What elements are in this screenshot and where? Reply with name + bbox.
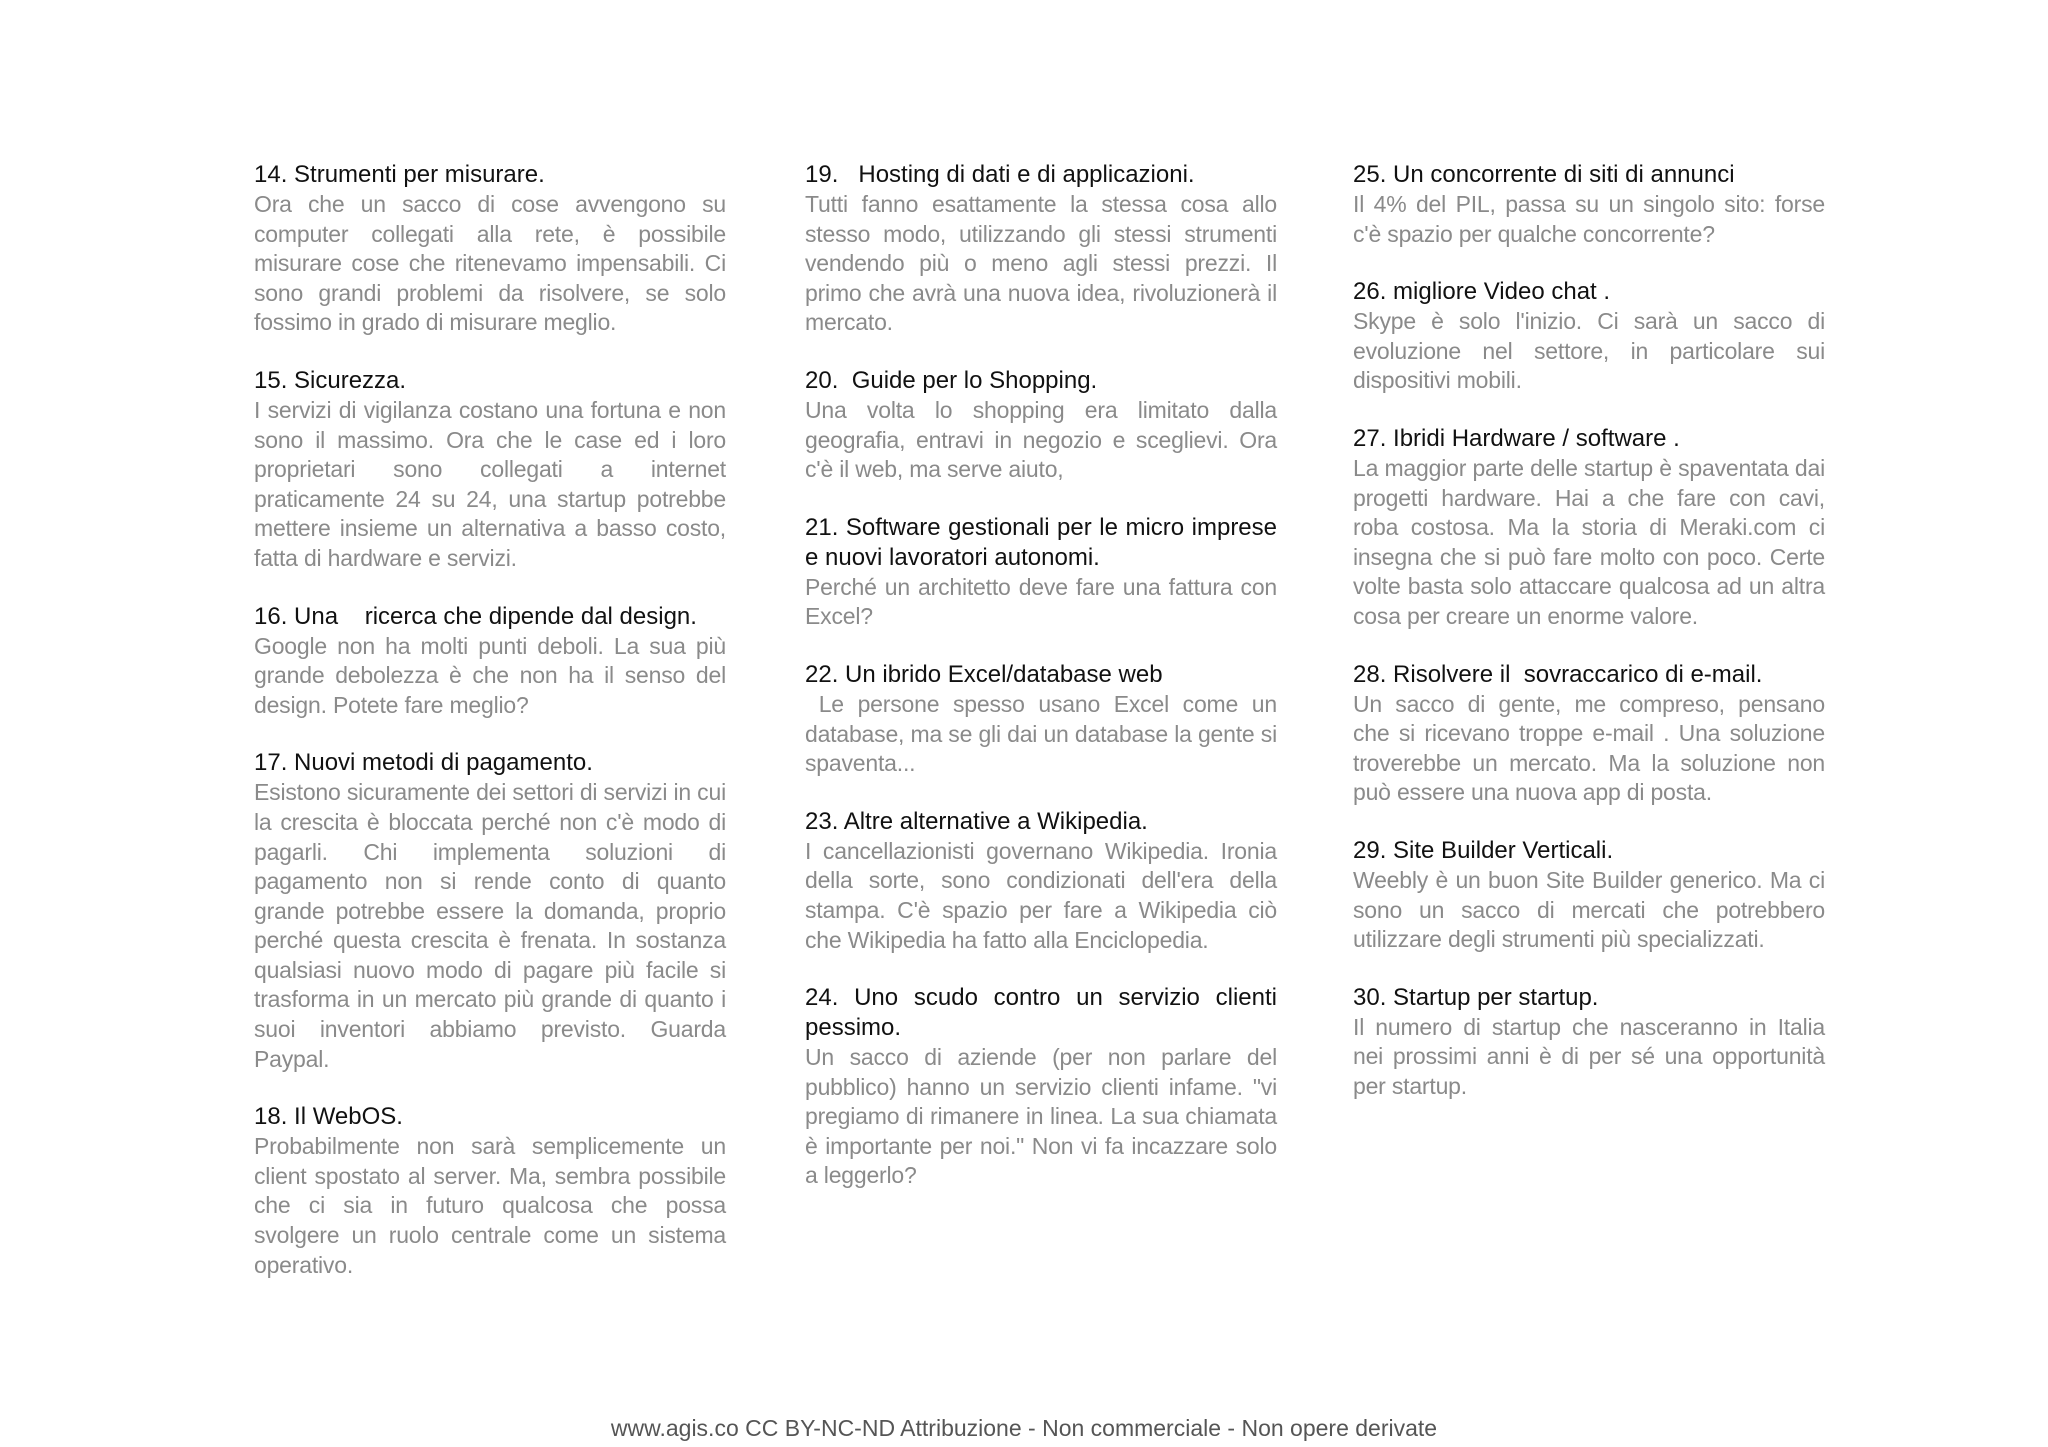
- section-title: 28. Risolvere il sovraccarico di e-mail.: [1353, 660, 1763, 688]
- section-26: [1353, 277, 1825, 396]
- section-title: 18. Il WebOS.: [254, 1103, 403, 1131]
- section-title: 20. Guide per lo Shopping.: [805, 366, 1098, 394]
- section-18: [254, 1102, 726, 1280]
- section-title: 27. Ibridi Hardware / software .: [1353, 424, 1680, 452]
- section-title: 15. Sicurezza.: [254, 366, 407, 394]
- column-2: [805, 160, 1284, 1219]
- section-body: La maggior parte delle startup è spaventata dai progetti hardware. Hai a che fare con cavi, roba costosa. Ma la storia di Meraki.com ci insegna che si può fare molto con poco. Certe volte basta solo attaccare qualcosa ad un altra cosa per creare un enorme valore.: [1353, 454, 1825, 629]
- column-1: [254, 160, 726, 1308]
- section-24: [805, 983, 1277, 1191]
- section-body: Un sacco di aziende (per non parlare del pubblico) hanno un servizio clienti infame. "vi pregiamo di rimanere in linea. La sua chiamata è importante per noi." Non vi fa incazzare solo a leggerlo?: [805, 1044, 1277, 1189]
- section-body: Tutti fanno esattamente la stessa cosa allo stesso modo, utilizzando gli stessi strumenti vendendo più o meno agli stessi prezzi. Il primo che avrà una nuova idea, rivoluzionerà il mercato.: [805, 191, 1277, 336]
- section-body: Ora che un sacco di cose avvengono su computer collegati alla rete, è possibile misurare cose che ritenevamo impensabili. Ci sono grandi problemi da risolvere, se solo fossimo in grado di misurare meglio.: [254, 191, 726, 336]
- license-footer: www.agis.co CC BY-NC-ND Attribuzione - Non commerciale - Non opere derivate: [610, 1415, 1438, 1441]
- section-body: I cancellazionisti governano Wikipedia. Ironia della sorte, sono condizionati dell'era della stampa. C'è spazio per fare a Wikipedia ciò che Wikipedia ha fatto alla Enciclopedia.: [805, 837, 1277, 953]
- section-title: 30. Startup per startup.: [1353, 983, 1599, 1011]
- section-14: [254, 160, 726, 338]
- section-23: [805, 807, 1277, 955]
- section-body: Il numero di startup che nasceranno in Italia nei prossimi anni è di per sé una opportunità per startup.: [1353, 1013, 1825, 1099]
- section-title: 16. Una ricerca che dipende dal design.: [254, 602, 697, 630]
- section-body: Probabilmente non sarà semplicemente un client spostato al server. Ma, sembra possibile che ci sia in futuro qualcosa che possa svolgere un ruolo centrale come un sistema operativo.: [254, 1133, 726, 1278]
- section-30: [1353, 983, 1825, 1102]
- section-body: Esistono sicuramente dei settori di servizi in cui la crescita è bloccata perché non c'è modo di pagarli. Chi implementa soluzioni di pagamento non si rende conto di quanto grande potrebbe essere la domanda, proprio perché questa crescita è frenata. In sostanza qualsiasi nuovo modo di pagare più facile si trasforma in un mercato più grande di quanto i suoi inventori abbiamo previsto. Guarda Paypal.: [254, 779, 726, 1072]
- section-17: [254, 748, 726, 1074]
- section-body: I servizi di vigilanza costano una fortuna e non sono il massimo. Ora che le case ed i loro proprietari sono collegati a internet praticamente 24 su 24, una startup potrebbe mettere insieme un alternativa a basso costo, fatta di hardware e servizi.: [254, 396, 726, 571]
- section-25: [1353, 160, 1825, 249]
- column-3: [1353, 160, 1825, 1129]
- section-19: [805, 160, 1277, 338]
- section-title: 19. Hosting di dati e di applicazioni.: [805, 161, 1195, 188]
- section-21: [805, 513, 1277, 632]
- section-title: 26. migliore Video chat .: [1353, 278, 1611, 306]
- section-27: [1353, 424, 1825, 632]
- section-body: Il 4% del PIL, passa su un singolo sito: forse c'è spazio per qualche concorrente?: [1353, 191, 1825, 247]
- section-body: Le persone spesso usano Excel come un database, ma se gli dai un database la gente si spaventa...: [805, 690, 1284, 777]
- section-title: 25. Un concorrente di siti di annunci: [1353, 161, 1735, 188]
- section-body: Weebly è un buon Site Builder generico. Ma ci sono un sacco di mercati che potrebbero utilizzare degli strumenti più specializzati.: [1353, 866, 1825, 953]
- section-title: 23. Altre alternative a Wikipedia.: [805, 807, 1148, 835]
- section-body: Skype è solo l'inizio. Ci sarà un sacco di evoluzione nel settore, in particolare sui dispositivi mobili.: [1353, 308, 1825, 394]
- section-title: 22. Un ibrido Excel/database web: [805, 660, 1163, 688]
- section-body: Una volta lo shopping era limitato dalla geografia, entravi in negozio e sceglievi. Ora c'è il web, ma serve aiuto,: [805, 396, 1277, 483]
- section-body: Google non ha molti punti deboli. La sua più grande debolezza è che non ha il senso del design. Potete fare meglio?: [254, 632, 726, 718]
- section-body: Un sacco di gente, me compreso, pensano che si ricevano troppe e-mail . Una soluzione troverebbe un mercato. Ma la soluzione non può essere una nuova app di posta.: [1353, 690, 1825, 806]
- section-29: [1353, 836, 1825, 955]
- section-body: Perché un architetto deve fare una fattura con Excel?: [805, 573, 1277, 630]
- section-15: [254, 366, 726, 574]
- section-title: 21. Software gestionali per le micro imprese e nuovi lavoratori autonomi.: [805, 513, 1277, 571]
- section-title: 17. Nuovi metodi di pagamento.: [254, 749, 593, 777]
- section-16: [254, 602, 726, 721]
- section-22: [805, 660, 1284, 779]
- section-title: 29. Site Builder Verticali.: [1353, 836, 1614, 864]
- section-title: 24. Uno scudo contro un servizio clienti pessimo.: [805, 984, 1277, 1042]
- section-28: [1353, 660, 1825, 808]
- section-20: [805, 366, 1277, 485]
- section-title: 14. Strumenti per misurare.: [254, 161, 545, 188]
